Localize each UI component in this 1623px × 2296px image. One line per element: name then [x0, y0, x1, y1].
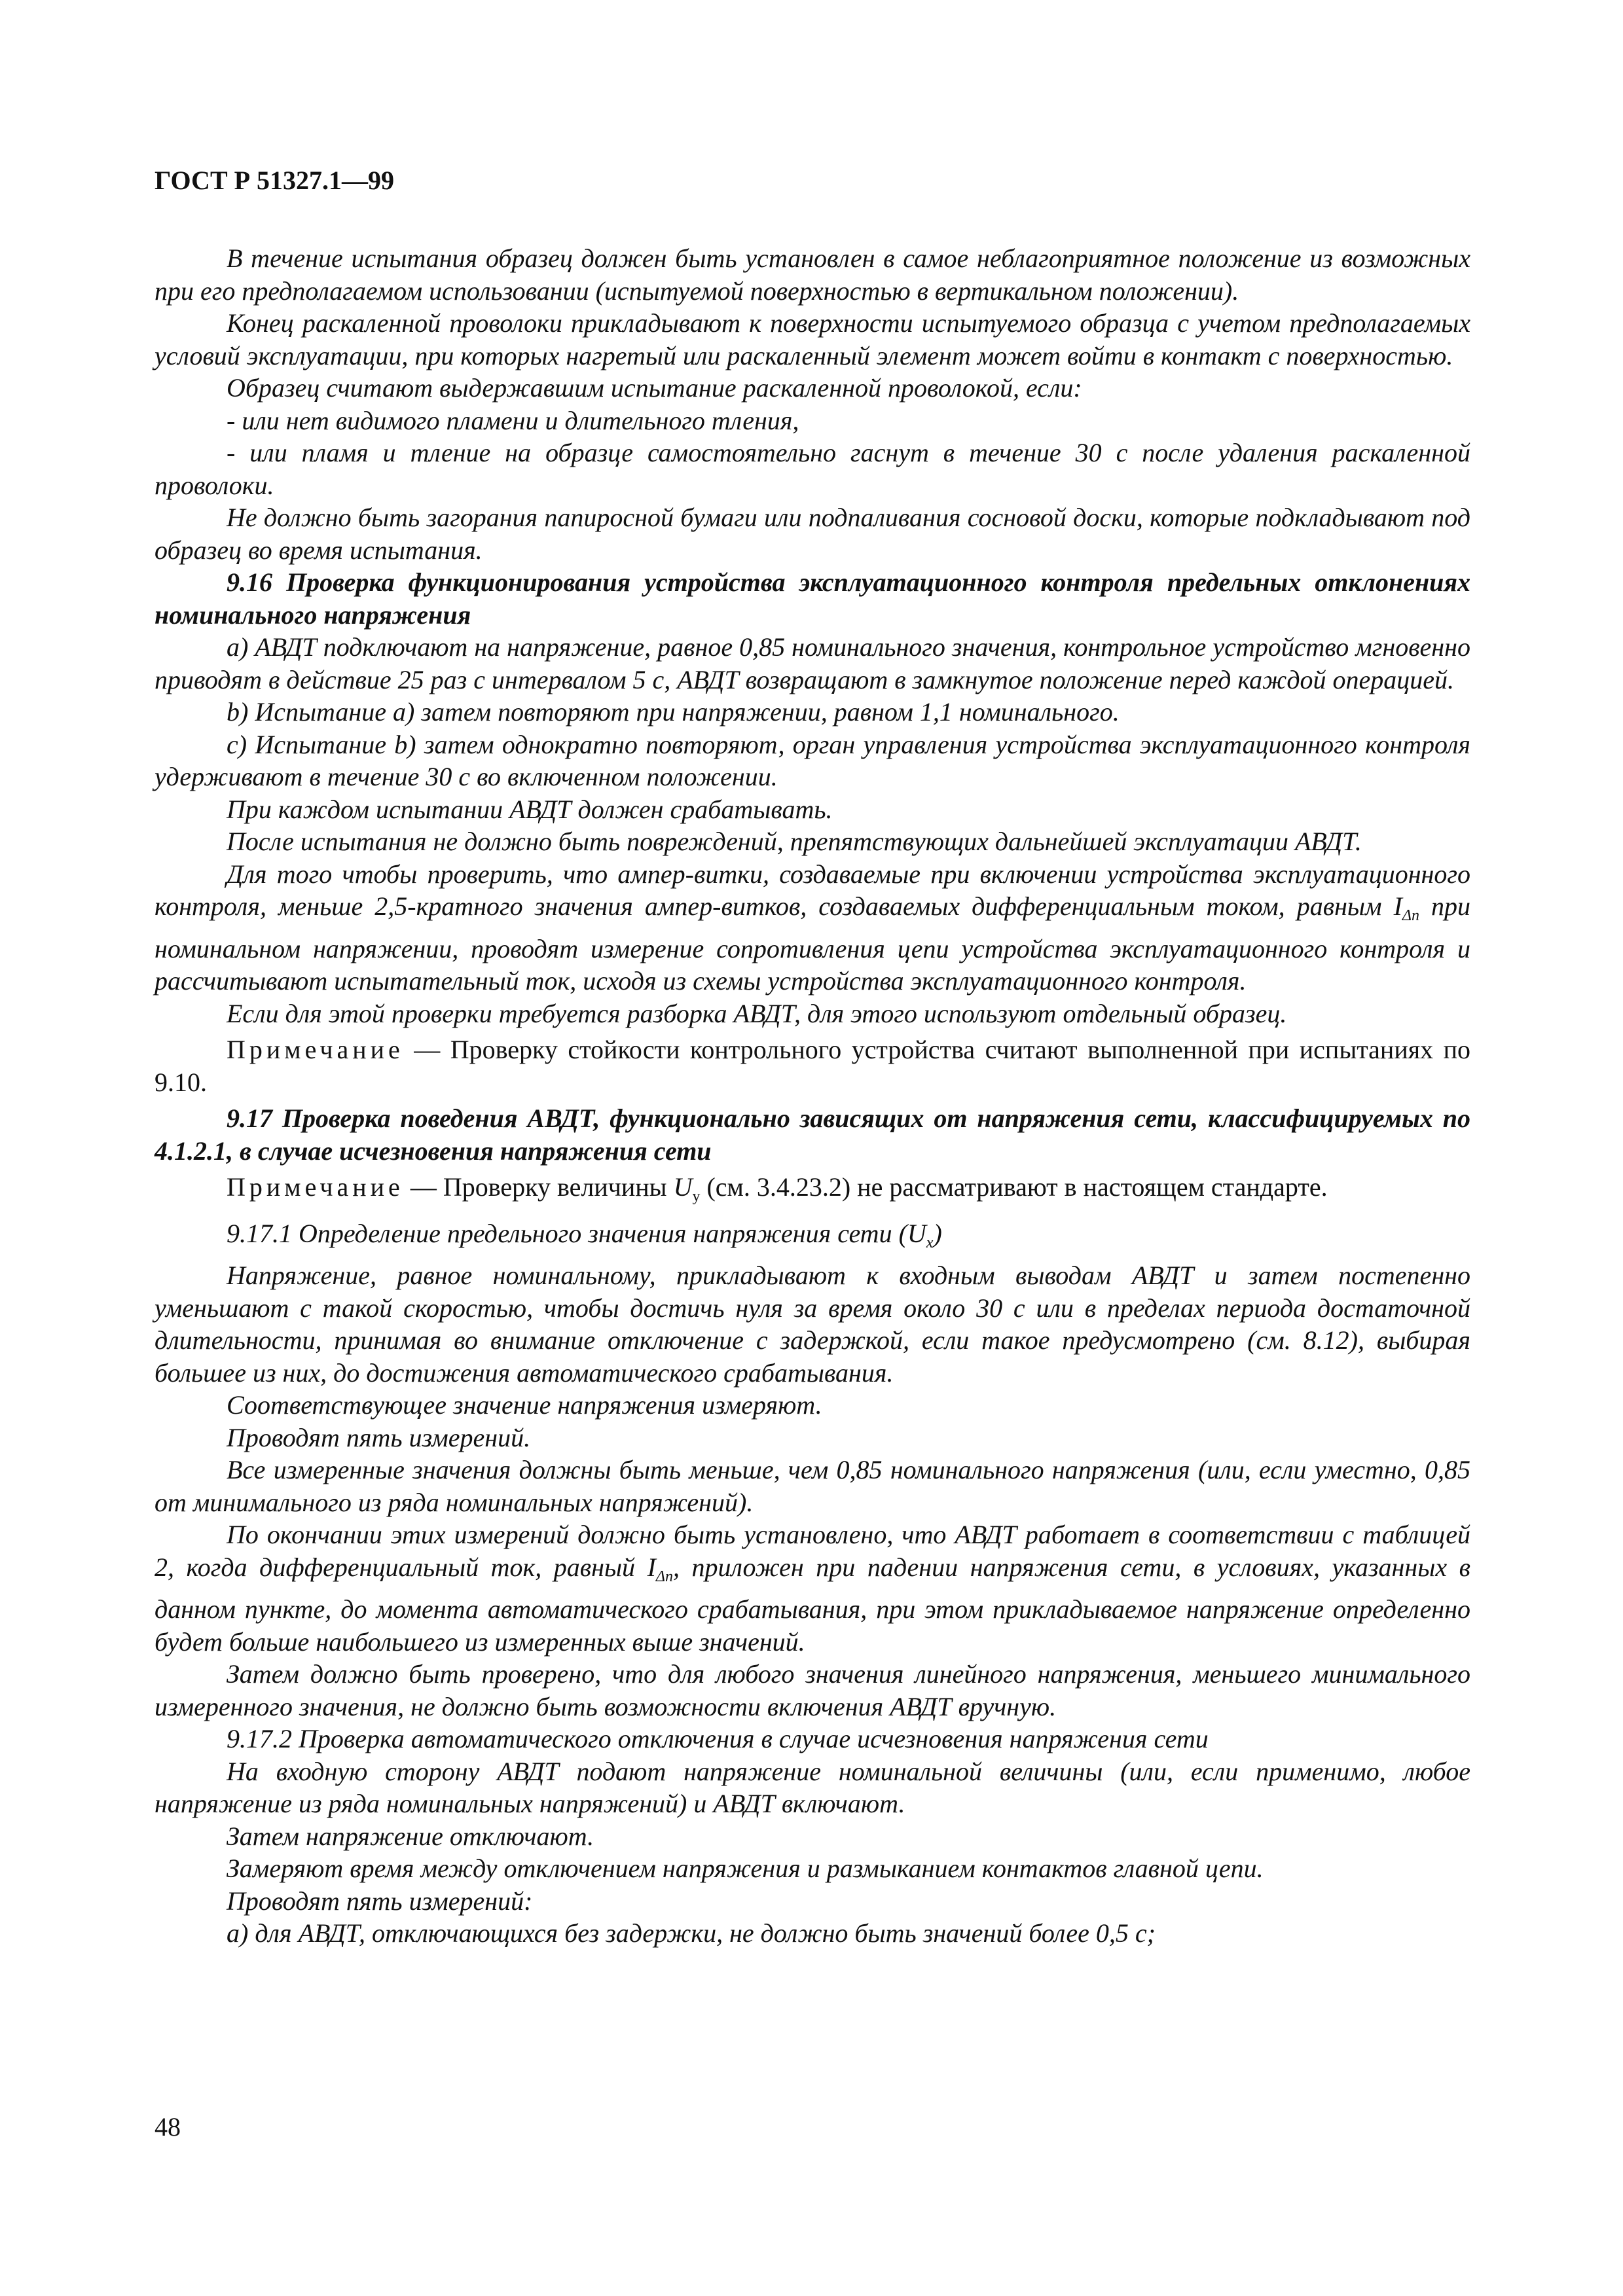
list-item: a) для АВДТ, отключающихся без задержки, не должно быть значений более 0,5 с; [227, 1918, 1156, 1948]
note-text: — Проверку стойкости контрольного устройства считают выполненной при испытаниях по 9.10. [155, 1035, 1470, 1097]
subscript: y [692, 1188, 701, 1205]
symbol: I [1393, 891, 1402, 921]
note-text: (см. 3.4.23.2) не рассматривают в настоящем стандарте. [700, 1172, 1328, 1202]
note-text: — Проверку величины [403, 1172, 674, 1202]
paragraph: На входную сторону АВДТ подают напряжение номинальной величины (или, если применимо, любое напряжение из ряда номинальных напряжений) и АВДТ включают. [155, 1756, 1470, 1818]
paragraph: Проводят пять измерений. [227, 1422, 531, 1452]
subsection-heading-9-17-2: 9.17.2 Проверка автоматического отключения в случае исчезновения напряжения сети [227, 1724, 1209, 1753]
note [155, 1171, 1470, 1213]
list-item: - или пламя и тление на образце самостоятельно гаснут в течение 30 с после удаления раскаленной проволоки. [155, 438, 1470, 500]
paragraph: Не должно быть загорания папиросной бумаги или подпаливания сосновой доски, которые подкладывают под образец во время испытания. [155, 503, 1470, 565]
paragraph: В течение испытания образец должен быть установлен в самое неблагоприятное положение из возможных при его предполагаемом использовании (испытуемой поверхностью в вертикальном положении). [155, 243, 1470, 306]
section-heading-9-16: 9.16 Проверка функционирования устройства эксплуатационного контроля предельных отклонениях номинального напряжения [155, 567, 1470, 630]
subscript: Δn [1402, 907, 1419, 924]
paragraph [155, 1518, 1470, 1658]
paragraph: При каждом испытании АВДТ должен срабатывать. [227, 794, 833, 824]
subsection-heading-9-17-1 [155, 1217, 1470, 1260]
paragraph: Все измеренные значения должны быть меньше, чем 0,85 номинального напряжения (или, если уместно, 0,85 от минимального из ряда номинальных напряжений). [155, 1455, 1470, 1517]
paragraph: Соответствующее значение напряжения измеряют. [227, 1390, 822, 1420]
subscript: x [926, 1234, 934, 1251]
text-run: 9.17.1 Определение предельного значения напряжения сети ( [227, 1218, 907, 1248]
paragraph: Если для этой проверки требуется разборка АВДТ, для этого используют отдельный образец. [227, 998, 1287, 1028]
paragraph: Затем напряжение отключают. [227, 1821, 594, 1851]
document-body [155, 242, 1470, 1950]
symbol: U [907, 1218, 926, 1248]
paragraph: Замеряют время между отключением напряжения и размыканием контактов главной цепи. [227, 1854, 1264, 1883]
page-number: 48 [155, 2112, 181, 2142]
list-item: a) АВДТ подключают на напряжение, равное 0,85 номинального значения, контрольное устройство мгновенно приводят в действие 25 раз с интервалом 5 с, АВДТ возвращают в замкнутое положение перед каждой операцией. [155, 632, 1470, 694]
text-run: ) [933, 1218, 942, 1248]
paragraph: Затем должно быть проверено, что для любого значения линейного напряжения, меньшего минимального измеренного значения, не должно быть возможности включения АВДТ вручную. [155, 1659, 1470, 1721]
paragraph: Проводят пять измерений: [227, 1886, 533, 1916]
list-item: c) Испытание b) затем однократно повторяют, орган управления устройства эксплуатационного контроля удерживают в течение 30 с во включенном положении. [155, 729, 1470, 791]
standard-header: ГОСТ Р 51327.1—99 [155, 166, 395, 195]
note-label: Примечание [227, 1035, 404, 1064]
paragraph: После испытания не должно быть повреждений, препятствующих дальнейшей эксплуатации АВДТ. [227, 827, 1362, 856]
text-run: По окончании этих измерений должно быть установлено, что АВДТ работает в соответствии с таблицей 2, когда дифференциальный ток, равный [155, 1520, 1470, 1582]
note-label: Примечание [227, 1172, 404, 1202]
text-run: Для того чтобы проверить, что ампер-витки, создаваемые при включении устройства эксплуатационного контроля, меньше 2,5-кратного значения ампер-витков, создаваемых дифференциальным током, равным [155, 859, 1470, 921]
note [155, 1033, 1470, 1098]
paragraph [155, 858, 1470, 997]
list-item: b) Испытание a) затем повторяют при напряжении, равном 1,1 номинального. [227, 697, 1120, 726]
text-run: при номинальном напряжении, проводят измерение сопротивления цепи устройства эксплуатационного контроля и рассчитывают испытательный ток, исходя из схемы устройства эксплуатационного контроля. [155, 891, 1471, 996]
paragraph: Напряжение, равное номинальному, прикладывают к входным выводам АВДТ и затем постепенно уменьшают с такой скоростью, чтобы достичь нуля за время около 30 с или в пределах периода достаточной длительности, принимая во внимание отключение с задержкой, если такое предусмотрено (см. 8.12), выбирая большее из них, до достижения автоматического срабатывания. [155, 1261, 1470, 1388]
symbol: I [647, 1552, 656, 1582]
subscript: Δn [655, 1568, 673, 1585]
paragraph: Образец считают выдержавшим испытание раскаленной проволокой, если: [227, 373, 1082, 403]
symbol: U [673, 1172, 693, 1202]
text-run: , приложен при падении напряжения сети, в условиях, указанных в данном пункте, до момента автоматического срабатывания, при этом прикладываемое напряжение определенно будет больше наибольшего из измеренных выше значений. [155, 1552, 1470, 1657]
list-item: - или нет видимого пламени и длительного тления, [227, 405, 799, 435]
section-heading-9-17: 9.17 Проверка поведения АВДТ, функционально зависящих от напряжения сети, классифицируемых по 4.1.2.1, в случае исчезновения напряжения сети [155, 1103, 1470, 1166]
paragraph: Конец раскаленной проволоки прикладывают к поверхности испытуемого образца с учетом предполагаемых условий эксплуатации, при которых нагретый или раскаленный элемент может войти в контакт с поверхностью. [155, 308, 1470, 370]
